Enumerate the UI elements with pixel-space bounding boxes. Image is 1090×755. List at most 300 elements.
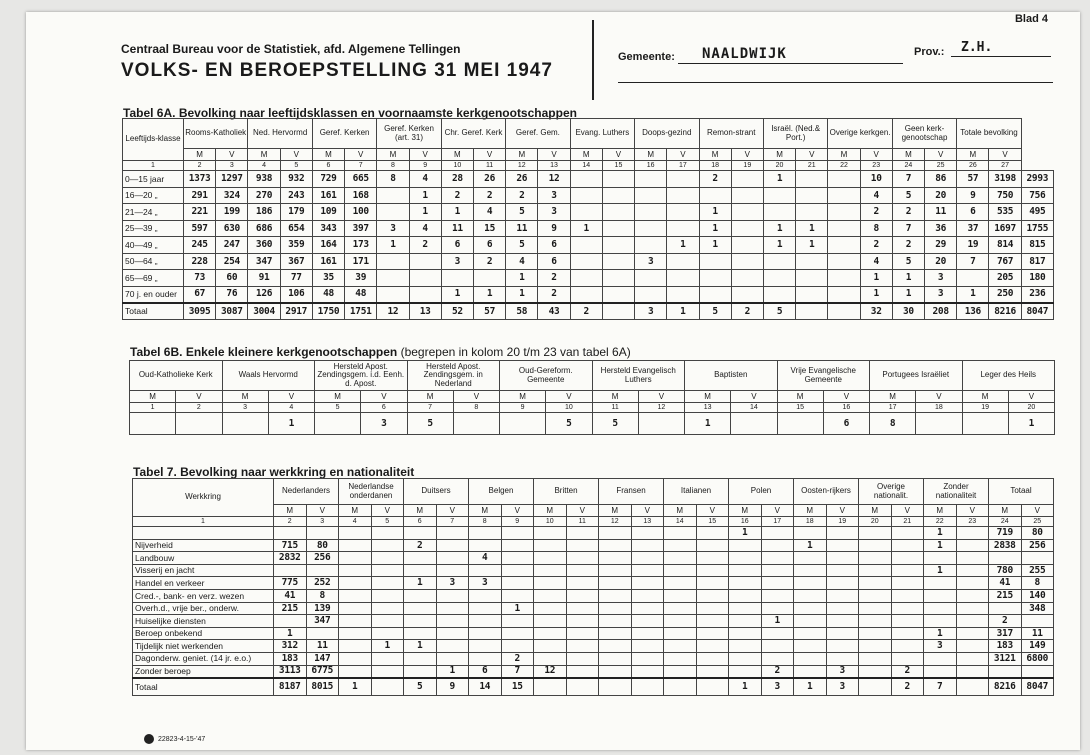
- cell-value: [534, 640, 567, 653]
- cell-value: 236: [1021, 286, 1053, 303]
- cell-value: 221: [184, 204, 216, 221]
- t6a-group: Chr. Geref. Kerk: [441, 119, 505, 149]
- cell-value: 6: [469, 665, 502, 678]
- cell-value: 19: [957, 237, 989, 254]
- female-header: V: [546, 391, 592, 403]
- total-label: Totaal: [133, 678, 274, 696]
- cell-value: [570, 171, 602, 188]
- cell-value: [638, 413, 684, 435]
- cell-value: [469, 527, 502, 540]
- cell-value: [956, 552, 989, 565]
- male-header: M: [635, 149, 667, 161]
- cell-value: [436, 602, 469, 615]
- column-number: 9: [409, 161, 441, 171]
- cell-value: [729, 665, 762, 678]
- cell-value: [891, 577, 924, 590]
- cell-value: 8: [860, 220, 892, 237]
- cell-value: [826, 589, 859, 602]
- t6b-group: Oud-Katholieke Kerk: [130, 361, 223, 391]
- cell-value: 6775: [306, 665, 339, 678]
- column-number: 17: [761, 517, 794, 527]
- print-stamp: 22823-4-15-'47: [144, 734, 205, 744]
- cell-value: [635, 171, 667, 188]
- cell-value: [599, 589, 632, 602]
- cell-value: [794, 564, 827, 577]
- t6a-group: Doops-gezind: [635, 119, 699, 149]
- cell-value: [436, 627, 469, 640]
- cell-value: 164: [312, 237, 344, 254]
- cell-value: [696, 552, 729, 565]
- cell-value: 817: [1021, 253, 1053, 270]
- cell-value: 3: [361, 413, 407, 435]
- column-number: 16: [635, 161, 667, 171]
- t6b-group: Leger des Heils: [962, 361, 1055, 391]
- female-header: V: [453, 391, 499, 403]
- cell-value: 2: [761, 665, 794, 678]
- cell-value: [339, 539, 372, 552]
- cell-value: [469, 589, 502, 602]
- cell-value: [602, 171, 634, 188]
- cell-value: [501, 539, 534, 552]
- cell-value: 1: [924, 627, 957, 640]
- cell-value: [566, 602, 599, 615]
- t7-row-header: Werkkring: [133, 479, 274, 517]
- cell-value: [891, 652, 924, 665]
- cell-value: [667, 270, 699, 287]
- total-value: 2: [891, 678, 924, 696]
- column-number: 4: [248, 161, 280, 171]
- cell-value: [599, 564, 632, 577]
- total-value: [371, 678, 404, 696]
- cell-value: [339, 640, 372, 653]
- cell-value: [924, 665, 957, 678]
- cell-value: 48: [345, 286, 377, 303]
- cell-value: 4: [860, 187, 892, 204]
- cell-value: 161: [312, 253, 344, 270]
- cell-value: 2838: [989, 539, 1022, 552]
- cell-value: [570, 187, 602, 204]
- column-number: 1: [123, 161, 184, 171]
- cell-value: [599, 602, 632, 615]
- cell-value: [436, 539, 469, 552]
- cell-value: [696, 665, 729, 678]
- female-header: V: [361, 391, 407, 403]
- cell-value: [501, 589, 534, 602]
- cell-value: 1373: [184, 171, 216, 188]
- cell-value: [859, 652, 892, 665]
- cell-value: [315, 413, 361, 435]
- cell-value: 4: [409, 220, 441, 237]
- cell-value: [696, 640, 729, 653]
- total-value: [631, 678, 664, 696]
- cell-value: [891, 564, 924, 577]
- cell-value: [891, 627, 924, 640]
- werkkring-label: [133, 527, 274, 540]
- table-row: [130, 413, 1055, 435]
- cell-value: 2: [860, 237, 892, 254]
- male-header: M: [664, 505, 697, 517]
- cell-value: 179: [280, 204, 312, 221]
- cell-value: [956, 527, 989, 540]
- cell-value: 7: [501, 665, 534, 678]
- column-number: 18: [794, 517, 827, 527]
- total-value: 15: [501, 678, 534, 696]
- total-value: 3: [635, 303, 667, 320]
- cell-value: [667, 253, 699, 270]
- column-number: 7: [345, 161, 377, 171]
- cell-value: 106: [280, 286, 312, 303]
- table-row: [123, 286, 1054, 303]
- t7-group: Italianen: [664, 479, 729, 505]
- cell-value: 35: [312, 270, 344, 287]
- cell-value: 256: [1021, 539, 1054, 552]
- t7-group: Zonder nationaliteit: [924, 479, 989, 505]
- cell-value: [534, 552, 567, 565]
- cell-value: 2: [538, 270, 570, 287]
- cell-value: [763, 253, 795, 270]
- total-value: 3: [761, 678, 794, 696]
- werkkring-label: Visserij en jacht: [133, 564, 274, 577]
- cell-value: 1: [274, 627, 307, 640]
- cell-value: [924, 602, 957, 615]
- column-number: 18: [916, 403, 962, 413]
- cell-value: [761, 564, 794, 577]
- cell-value: [696, 615, 729, 628]
- total-value: 8047: [1021, 678, 1054, 696]
- table-7: [132, 478, 1054, 696]
- total-value: 1751: [345, 303, 377, 320]
- table-row: [133, 527, 1054, 540]
- cell-value: 597: [184, 220, 216, 237]
- total-value: 43: [538, 303, 570, 320]
- male-header: M: [957, 149, 989, 161]
- cell-value: [891, 602, 924, 615]
- cell-value: [404, 552, 437, 565]
- total-value: 9: [436, 678, 469, 696]
- cell-value: 348: [1021, 602, 1054, 615]
- cell-value: 1: [404, 640, 437, 653]
- cell-value: 1: [570, 220, 602, 237]
- column-number: 4: [268, 403, 314, 413]
- column-number: 2: [184, 161, 216, 171]
- cell-value: [828, 237, 860, 254]
- cell-value: [570, 286, 602, 303]
- cell-value: [599, 539, 632, 552]
- male-header: M: [924, 505, 957, 517]
- male-header: M: [222, 391, 268, 403]
- werkkring-label: Cred.-, bank- en verz. wezen: [133, 589, 274, 602]
- female-header: V: [823, 391, 869, 403]
- cell-value: 126: [248, 286, 280, 303]
- cell-value: 729: [312, 171, 344, 188]
- cell-value: 1: [763, 171, 795, 188]
- t6b-group: Waals Hervormd: [222, 361, 315, 391]
- cell-value: 1: [860, 270, 892, 287]
- cell-value: 86: [925, 171, 957, 188]
- cell-value: [176, 413, 222, 435]
- column-number: 9: [501, 517, 534, 527]
- cell-value: [602, 286, 634, 303]
- cell-value: [731, 204, 763, 221]
- cell-value: [566, 627, 599, 640]
- male-header: M: [870, 391, 916, 403]
- cell-value: [631, 652, 664, 665]
- female-header: V: [538, 149, 570, 161]
- column-number: 3: [216, 161, 248, 171]
- t6a-group: Geref. Gem.: [506, 119, 570, 149]
- cell-value: 168: [345, 187, 377, 204]
- cell-value: [404, 627, 437, 640]
- column-number: 2: [274, 517, 307, 527]
- cell-value: [664, 627, 697, 640]
- cell-value: 1: [892, 270, 924, 287]
- total-value: 3004: [248, 303, 280, 320]
- cell-value: [339, 589, 372, 602]
- cell-value: [796, 171, 828, 188]
- cell-value: [796, 286, 828, 303]
- cell-value: [859, 615, 892, 628]
- cell-value: 173: [345, 237, 377, 254]
- total-value: [566, 678, 599, 696]
- cell-value: [441, 270, 473, 287]
- female-header: V: [638, 391, 684, 403]
- cell-value: 7: [892, 171, 924, 188]
- cell-value: [664, 527, 697, 540]
- cell-value: [469, 539, 502, 552]
- male-header: M: [794, 505, 827, 517]
- total-value: 3095: [184, 303, 216, 320]
- cell-value: 245: [184, 237, 216, 254]
- male-header: M: [892, 149, 924, 161]
- cell-value: 2: [699, 171, 731, 188]
- cell-value: 215: [989, 589, 1022, 602]
- cell-value: [377, 187, 409, 204]
- cell-value: [473, 270, 505, 287]
- cell-value: [891, 640, 924, 653]
- cell-value: 2993: [1021, 171, 1053, 188]
- cell-value: [534, 527, 567, 540]
- cell-value: [956, 665, 989, 678]
- female-header: V: [916, 391, 962, 403]
- column-number: 20: [859, 517, 892, 527]
- cell-value: 1: [924, 564, 957, 577]
- cell-value: 12: [534, 665, 567, 678]
- t6a-group: Evang. Luthers: [570, 119, 634, 149]
- cell-value: 6: [473, 237, 505, 254]
- female-header: V: [667, 149, 699, 161]
- cell-value: [696, 602, 729, 615]
- total-value: 1: [667, 303, 699, 320]
- total-value: [696, 678, 729, 696]
- cell-value: 343: [312, 220, 344, 237]
- male-header: M: [312, 149, 344, 161]
- table-6a: [122, 118, 1054, 320]
- female-header: V: [268, 391, 314, 403]
- cell-value: [956, 539, 989, 552]
- cell-value: 11: [441, 220, 473, 237]
- female-header: V: [501, 505, 534, 517]
- cell-value: [794, 552, 827, 565]
- cell-value: 1: [699, 204, 731, 221]
- cell-value: 1: [763, 237, 795, 254]
- table-row: [123, 204, 1054, 221]
- total-row: [133, 678, 1054, 696]
- cell-value: [794, 665, 827, 678]
- female-header: V: [176, 391, 222, 403]
- cell-value: [377, 270, 409, 287]
- cell-value: 3: [469, 577, 502, 590]
- cell-value: 1: [506, 286, 538, 303]
- cell-value: [1021, 552, 1054, 565]
- cell-value: 9: [957, 187, 989, 204]
- cell-value: 1: [794, 539, 827, 552]
- cell-value: [989, 665, 1022, 678]
- cell-value: [956, 589, 989, 602]
- cell-value: 535: [989, 204, 1021, 221]
- cell-value: 1697: [989, 220, 1021, 237]
- cell-value: [339, 665, 372, 678]
- cell-value: 109: [312, 204, 344, 221]
- cell-value: [566, 527, 599, 540]
- total-value: [828, 303, 860, 320]
- table-row: [133, 602, 1054, 615]
- cell-value: [602, 270, 634, 287]
- cell-value: [859, 527, 892, 540]
- cell-value: [796, 187, 828, 204]
- cell-value: [794, 527, 827, 540]
- cell-value: [924, 552, 957, 565]
- column-number: 3: [222, 403, 268, 413]
- female-header: V: [989, 149, 1021, 161]
- cell-value: [664, 615, 697, 628]
- cell-value: 367: [280, 253, 312, 270]
- female-header: V: [280, 149, 312, 161]
- cell-value: 347: [306, 615, 339, 628]
- cell-value: 4: [506, 253, 538, 270]
- total-value: [599, 678, 632, 696]
- cell-value: 715: [274, 539, 307, 552]
- table-row: [123, 237, 1054, 254]
- female-header: V: [826, 505, 859, 517]
- column-number: 27: [989, 161, 1021, 171]
- table-row: [133, 577, 1054, 590]
- cell-value: 20: [925, 253, 957, 270]
- table-row: [133, 640, 1054, 653]
- cell-value: 80: [1021, 527, 1054, 540]
- cell-value: [794, 602, 827, 615]
- prov-underline: [951, 56, 1051, 57]
- cell-value: 76: [216, 286, 248, 303]
- column-number: 19: [826, 517, 859, 527]
- cell-value: 20: [925, 187, 957, 204]
- table-6b: [129, 360, 1055, 435]
- cell-value: [599, 640, 632, 653]
- cell-value: 1: [957, 286, 989, 303]
- cell-value: 1: [506, 270, 538, 287]
- female-header: V: [602, 149, 634, 161]
- total-row: [123, 303, 1054, 320]
- cell-value: [570, 204, 602, 221]
- cell-value: 2: [441, 187, 473, 204]
- total-value: 1: [794, 678, 827, 696]
- column-number: 13: [538, 161, 570, 171]
- total-value: 5: [699, 303, 731, 320]
- cell-value: [699, 253, 731, 270]
- total-value: 3: [826, 678, 859, 696]
- cell-value: 4: [409, 171, 441, 188]
- cell-value: [534, 615, 567, 628]
- cell-value: [371, 577, 404, 590]
- cell-value: [826, 577, 859, 590]
- cell-value: 6: [957, 204, 989, 221]
- table-row: [133, 564, 1054, 577]
- column-number: 10: [546, 403, 592, 413]
- cell-value: [667, 286, 699, 303]
- cell-value: [731, 286, 763, 303]
- cell-value: 183: [274, 652, 307, 665]
- cell-value: 775: [274, 577, 307, 590]
- cell-value: [761, 527, 794, 540]
- table-row: [133, 552, 1054, 565]
- cell-value: 215: [274, 602, 307, 615]
- male-header: M: [777, 391, 823, 403]
- cell-value: 938: [248, 171, 280, 188]
- cell-value: 183: [989, 640, 1022, 653]
- cell-value: [667, 220, 699, 237]
- t7-group: Fransen: [599, 479, 664, 505]
- cell-value: [306, 527, 339, 540]
- cell-value: [667, 204, 699, 221]
- cell-value: [859, 564, 892, 577]
- column-number: 13: [685, 403, 731, 413]
- cell-value: [696, 539, 729, 552]
- cell-value: [566, 564, 599, 577]
- cell-value: 180: [1021, 270, 1053, 287]
- cell-value: 1: [501, 602, 534, 615]
- cell-value: [566, 589, 599, 602]
- column-number: 7: [407, 403, 453, 413]
- cell-value: [371, 615, 404, 628]
- cell-value: [731, 171, 763, 188]
- cell-value: [371, 665, 404, 678]
- cell-value: 8: [377, 171, 409, 188]
- t6b-mv-header: [130, 391, 1055, 403]
- cell-value: 1: [436, 665, 469, 678]
- cell-value: [631, 640, 664, 653]
- total-value: 32: [860, 303, 892, 320]
- prov-value: Z.H.: [961, 40, 993, 55]
- cell-value: 3121: [989, 652, 1022, 665]
- total-value: 8015: [306, 678, 339, 696]
- prov-label: Prov.:: [914, 46, 945, 58]
- cell-value: [664, 602, 697, 615]
- werkkring-label: Overh.d., vrije ber., onderw.: [133, 602, 274, 615]
- werkkring-label: Zonder beroep: [133, 665, 274, 678]
- t7-group: Britten: [534, 479, 599, 505]
- cell-value: [956, 615, 989, 628]
- male-header: M: [377, 149, 409, 161]
- cell-value: [794, 640, 827, 653]
- cell-value: [989, 602, 1022, 615]
- cell-value: [534, 539, 567, 552]
- cell-value: [956, 564, 989, 577]
- cell-value: [436, 552, 469, 565]
- cell-value: [763, 204, 795, 221]
- t6b-colnum-row: [130, 403, 1055, 413]
- cell-value: [404, 615, 437, 628]
- cell-value: [570, 270, 602, 287]
- cell-value: [631, 665, 664, 678]
